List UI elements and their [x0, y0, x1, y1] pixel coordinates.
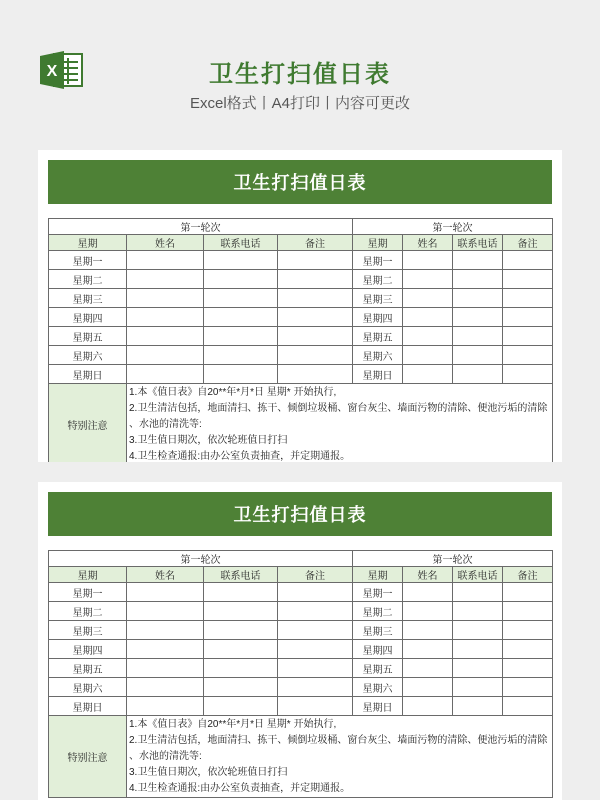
name-cell[interactable]	[403, 365, 453, 384]
day-cell: 星期三	[49, 621, 127, 640]
day-cell: 星期四	[49, 640, 127, 659]
sheet-preview-1	[38, 150, 562, 462]
phone-cell[interactable]	[204, 251, 278, 270]
name-cell[interactable]	[127, 308, 204, 327]
name-cell[interactable]	[127, 365, 204, 384]
remark-cell[interactable]	[503, 621, 553, 640]
phone-cell[interactable]	[204, 678, 278, 697]
remark-cell[interactable]	[278, 697, 353, 716]
col-name: 姓名	[403, 567, 453, 583]
col-remark: 备注	[278, 567, 353, 583]
duty-table	[48, 550, 553, 798]
column-header-row	[49, 567, 553, 583]
day-cell: 星期六	[353, 346, 403, 365]
col-name: 姓名	[127, 567, 204, 583]
phone-cell[interactable]	[204, 659, 278, 678]
note-line: 、水池的清洗等:	[129, 419, 202, 430]
day-cell: 星期五	[353, 327, 403, 346]
table-row	[49, 270, 553, 289]
name-cell[interactable]	[127, 270, 204, 289]
col-remark: 备注	[503, 567, 553, 583]
sheet-preview-2	[38, 482, 562, 800]
name-cell[interactable]	[127, 640, 204, 659]
remark-cell[interactable]	[278, 659, 353, 678]
col-name: 姓名	[127, 235, 204, 251]
name-cell[interactable]	[127, 251, 204, 270]
col-name: 姓名	[403, 235, 453, 251]
round-row	[49, 219, 553, 235]
notes-row	[49, 716, 553, 798]
name-cell[interactable]	[403, 251, 453, 270]
note-line: 1.本《值日表》自20**年*月*日 星期* 开始执行,	[129, 719, 337, 730]
round-label-right: 第一轮次	[353, 551, 553, 567]
remark-cell[interactable]	[503, 346, 553, 365]
phone-cell[interactable]	[453, 251, 503, 270]
phone-cell[interactable]	[453, 659, 503, 678]
day-cell: 星期一	[353, 251, 403, 270]
remark-cell[interactable]	[503, 659, 553, 678]
phone-cell[interactable]	[204, 346, 278, 365]
name-cell[interactable]	[403, 678, 453, 697]
remark-cell[interactable]	[278, 308, 353, 327]
phone-cell[interactable]	[204, 365, 278, 384]
day-cell: 星期日	[353, 365, 403, 384]
day-cell: 星期日	[353, 697, 403, 716]
remark-cell[interactable]	[503, 640, 553, 659]
name-cell[interactable]	[403, 270, 453, 289]
sheet-banner: 卫生打扫值日表	[48, 160, 552, 204]
phone-cell[interactable]	[453, 602, 503, 621]
remark-cell[interactable]	[278, 289, 353, 308]
name-cell[interactable]	[403, 640, 453, 659]
col-weekday: 星期	[49, 235, 127, 251]
day-cell: 星期三	[49, 289, 127, 308]
remark-cell[interactable]	[503, 270, 553, 289]
name-cell[interactable]	[403, 308, 453, 327]
page-subtitle: Excel格式丨A4打印丨内容可更改	[189, 95, 411, 112]
remark-cell[interactable]	[278, 365, 353, 384]
page-title: 卫生打扫值日表	[209, 61, 391, 88]
day-cell: 星期二	[49, 602, 127, 621]
day-cell: 星期二	[353, 602, 403, 621]
day-cell: 星期一	[49, 251, 127, 270]
col-remark: 备注	[278, 235, 353, 251]
name-cell[interactable]	[127, 621, 204, 640]
day-cell: 星期六	[49, 678, 127, 697]
note-label: 特别注意	[49, 384, 127, 463]
note-line: 2.卫生清洁包括，地面清扫、拣干、倾倒垃圾桶、窗台灰尘、墙面污物的清除、便池污垢的清除	[129, 403, 548, 414]
day-cell: 星期四	[353, 640, 403, 659]
day-cell: 星期三	[353, 289, 403, 308]
col-phone: 联系电话	[453, 235, 503, 251]
phone-cell[interactable]	[204, 621, 278, 640]
phone-cell[interactable]	[453, 640, 503, 659]
day-cell: 星期日	[49, 365, 127, 384]
round-label-left: 第一轮次	[49, 219, 353, 235]
svg-text:X: X	[46, 63, 58, 80]
round-label-right: 第一轮次	[353, 219, 553, 235]
phone-cell[interactable]	[204, 270, 278, 289]
column-header-row	[49, 235, 553, 251]
table-row	[49, 308, 553, 327]
remark-cell[interactable]	[503, 678, 553, 697]
phone-cell[interactable]	[453, 308, 503, 327]
note-line: 4.卫生检查通报:由办公室负责抽查，并定期通报。	[129, 783, 351, 794]
name-cell[interactable]	[403, 621, 453, 640]
table-row	[49, 640, 553, 659]
round-label-left: 第一轮次	[49, 551, 353, 567]
day-cell: 星期五	[49, 327, 127, 346]
day-cell: 星期六	[353, 678, 403, 697]
table-row	[49, 621, 553, 640]
name-cell[interactable]	[127, 346, 204, 365]
table-row	[49, 659, 553, 678]
remark-cell[interactable]	[503, 289, 553, 308]
col-weekday: 星期	[49, 567, 127, 583]
remark-cell[interactable]	[278, 327, 353, 346]
col-weekday: 星期	[353, 567, 403, 583]
remark-cell[interactable]	[278, 640, 353, 659]
col-phone: 联系电话	[204, 567, 278, 583]
note-line: 、水池的清洗等:	[129, 751, 202, 762]
col-remark: 备注	[503, 235, 553, 251]
phone-cell[interactable]	[204, 640, 278, 659]
remark-cell[interactable]	[503, 327, 553, 346]
remark-cell[interactable]	[278, 270, 353, 289]
phone-cell[interactable]	[204, 289, 278, 308]
note-line: 1.本《值日表》自20**年*月*日 星期* 开始执行,	[129, 387, 337, 398]
name-cell[interactable]	[403, 327, 453, 346]
col-phone: 联系电话	[453, 567, 503, 583]
remark-cell[interactable]	[503, 365, 553, 384]
phone-cell[interactable]	[204, 602, 278, 621]
col-phone: 联系电话	[204, 235, 278, 251]
duty-table	[48, 218, 553, 462]
day-cell: 星期日	[49, 697, 127, 716]
remark-cell[interactable]	[503, 308, 553, 327]
note-line: 3.卫生值日期次，依次轮班值日打扫	[129, 435, 288, 446]
name-cell[interactable]	[403, 346, 453, 365]
round-row	[49, 551, 553, 567]
day-cell: 星期六	[49, 346, 127, 365]
remark-cell[interactable]	[503, 697, 553, 716]
remark-cell[interactable]	[278, 678, 353, 697]
remark-cell[interactable]	[503, 583, 553, 602]
notes-cell	[127, 716, 553, 798]
name-cell[interactable]	[403, 659, 453, 678]
note-label: 特别注意	[49, 716, 127, 798]
phone-cell[interactable]	[453, 365, 503, 384]
name-cell[interactable]	[403, 583, 453, 602]
day-cell: 星期一	[353, 583, 403, 602]
phone-cell[interactable]	[453, 678, 503, 697]
name-cell[interactable]	[403, 602, 453, 621]
phone-cell[interactable]	[453, 583, 503, 602]
remark-cell[interactable]	[503, 602, 553, 621]
table-row	[49, 365, 553, 384]
phone-cell[interactable]	[204, 327, 278, 346]
remark-cell[interactable]	[278, 346, 353, 365]
remark-cell[interactable]	[278, 602, 353, 621]
remark-cell[interactable]	[503, 251, 553, 270]
name-cell[interactable]	[127, 583, 204, 602]
table-row	[49, 327, 553, 346]
phone-cell[interactable]	[204, 583, 278, 602]
table-row	[49, 289, 553, 308]
table-row	[49, 346, 553, 365]
day-cell: 星期二	[353, 270, 403, 289]
name-cell[interactable]	[127, 327, 204, 346]
remark-cell[interactable]	[278, 621, 353, 640]
day-cell: 星期五	[49, 659, 127, 678]
day-cell: 星期四	[49, 308, 127, 327]
day-cell: 星期五	[353, 659, 403, 678]
day-cell: 星期三	[353, 621, 403, 640]
note-line: 4.卫生检查通报:由办公室负责抽查，并定期通报。	[129, 451, 351, 462]
table-row	[49, 251, 553, 270]
table-row	[49, 602, 553, 621]
name-cell[interactable]	[127, 602, 204, 621]
phone-cell[interactable]	[204, 697, 278, 716]
notes-cell	[127, 384, 553, 463]
phone-cell[interactable]	[453, 697, 503, 716]
remark-cell[interactable]	[278, 251, 353, 270]
sheet-banner: 卫生打扫值日表	[48, 492, 552, 536]
phone-cell[interactable]	[453, 346, 503, 365]
col-weekday: 星期	[353, 235, 403, 251]
day-cell: 星期四	[353, 308, 403, 327]
name-cell[interactable]	[127, 697, 204, 716]
name-cell[interactable]	[127, 289, 204, 308]
name-cell[interactable]	[127, 678, 204, 697]
phone-cell[interactable]	[453, 270, 503, 289]
note-line: 2.卫生清洁包括，地面清扫、拣干、倾倒垃圾桶、窗台灰尘、墙面污物的清除、便池污垢的清除	[129, 735, 548, 746]
phone-cell[interactable]	[453, 327, 503, 346]
day-cell: 星期二	[49, 270, 127, 289]
remark-cell[interactable]	[278, 583, 353, 602]
name-cell[interactable]	[127, 659, 204, 678]
table-row	[49, 678, 553, 697]
name-cell[interactable]	[403, 289, 453, 308]
table-row	[49, 583, 553, 602]
name-cell[interactable]	[403, 697, 453, 716]
phone-cell[interactable]	[204, 308, 278, 327]
note-line: 3.卫生值日期次，依次轮班值日打扫	[129, 767, 288, 778]
day-cell: 星期一	[49, 583, 127, 602]
table-row	[49, 697, 553, 716]
phone-cell[interactable]	[453, 289, 503, 308]
phone-cell[interactable]	[453, 621, 503, 640]
notes-row	[49, 384, 553, 463]
page-header	[0, 0, 600, 130]
